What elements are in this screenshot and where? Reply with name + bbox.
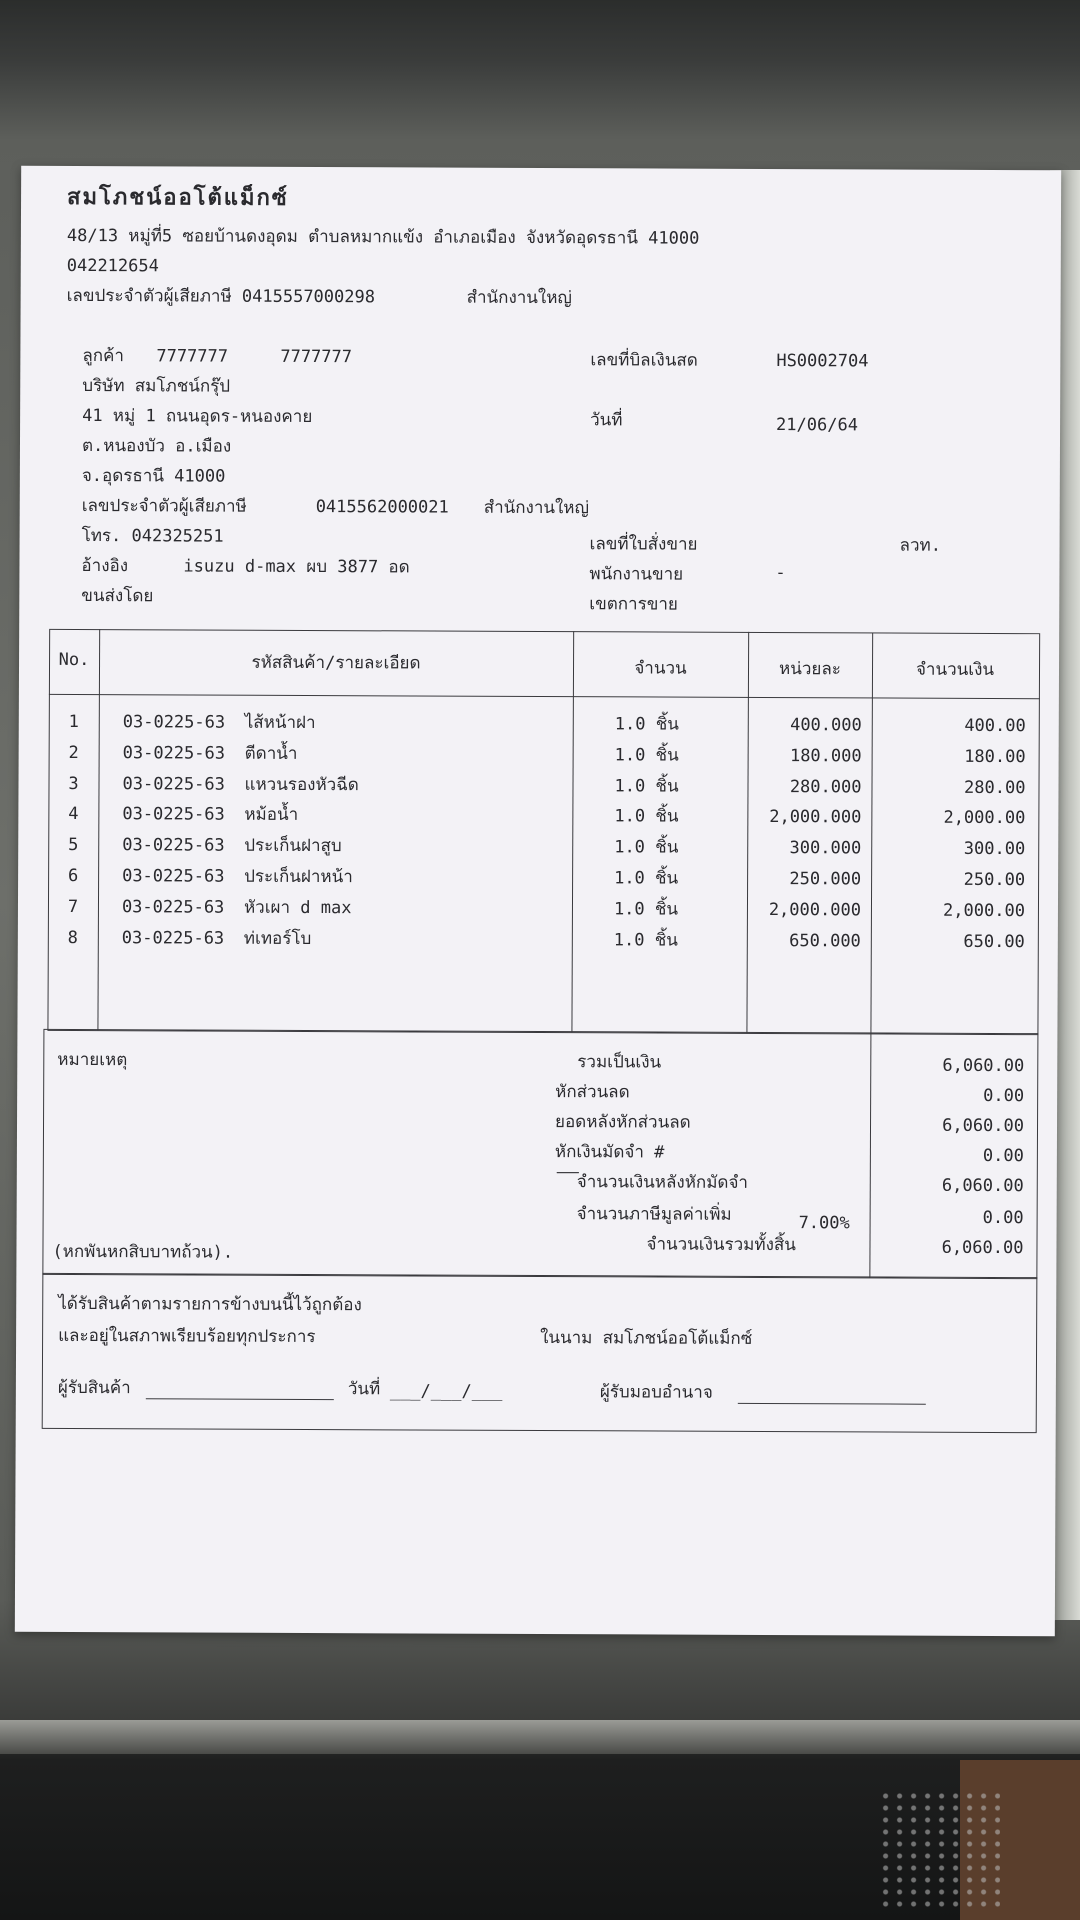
company-name: สมโภชน์ออโต้แม็กซ์ — [67, 184, 289, 211]
column-header-amount: จำนวนเงิน — [915, 659, 995, 680]
row-unit-price: 180.000 — [789, 746, 862, 767]
summary-value: 6,060.00 — [941, 1237, 1024, 1259]
product-code: 03-0225-63 — [122, 835, 225, 856]
row-number: 7 — [67, 896, 79, 917]
reference-label: อ้างอิง — [81, 556, 129, 577]
background-pattern — [880, 1790, 1000, 1910]
reference-value: isuzu d-max ผบ 3877 อด — [183, 556, 410, 578]
company-tax-id: เลขประจำตัวผู้เสียภาษี 0415557000298 — [66, 285, 376, 308]
bill-number-label: เลขที่บิลเงินสด — [590, 350, 698, 371]
customer-address-line: 41 หมู่ 1 ถนนอุดร-หนองคาย — [82, 406, 313, 428]
receive-date-label: วันที่ — [347, 1379, 381, 1400]
product-code: 03-0225-63 — [122, 774, 225, 795]
company-phone: 042212654 — [66, 255, 159, 277]
product-code: 03-0225-63 — [122, 804, 225, 825]
row-quantity: 1.0 ชิ้น — [614, 745, 679, 766]
company-address: 48/13 หมู่ที่5 ซอยบ้านดงอุดม ตำบลหมากแข้ง อำเภอเมือง จังหวัดอุดรธานี 41000 — [66, 225, 700, 249]
customer-branch: สำนักงานใหญ่ — [483, 497, 590, 519]
receiver-label: ผู้รับสินค้า — [57, 1377, 131, 1399]
summary-label: ยอดหลังหักส่วนลด — [554, 1112, 691, 1133]
summary-value: 6,060.00 — [942, 1115, 1025, 1137]
frame-bottom — [0, 1720, 1080, 1754]
summary-value: 6,060.00 — [942, 1055, 1025, 1077]
summary-value: 0.00 — [982, 1207, 1024, 1229]
row-quantity: 1.0 ชิ้น — [614, 868, 679, 889]
summary-value: 0.00 — [982, 1145, 1024, 1167]
product-description: ประเก็นฝาหน้า — [244, 866, 353, 888]
on-behalf-text: ในนาม สมโภชน์ออโต้แม็กซ์ — [540, 1328, 753, 1349]
product-description: ตีดาน้ำ — [244, 743, 298, 764]
row-number: 4 — [68, 803, 79, 824]
order-number-label: เลขที่ใบสั่งขาย — [589, 534, 698, 555]
customer-label: ลูกค้า — [82, 346, 125, 367]
summary-label: จำนวนเงินหลังหักมัดจำ — [576, 1172, 749, 1193]
product-description: แหวนรองหัวฉีด — [244, 774, 359, 796]
row-number: 3 — [68, 773, 79, 794]
column-header-unit-price: หน่วยละ — [779, 659, 841, 680]
row-quantity: 1.0 ชิ้น — [613, 930, 678, 951]
bill-date-label: วันที่ — [590, 410, 623, 431]
bill-date: 21/06/64 — [776, 415, 859, 436]
row-quantity: 1.0 ชิ้น — [614, 714, 679, 735]
row-unit-price: 400.000 — [790, 715, 862, 736]
customer-phone: โทร. 042325251 — [81, 526, 224, 547]
customer-code: 7777777 — [156, 346, 229, 367]
summary-label: หักส่วนลด — [555, 1082, 630, 1103]
product-description: หัวเผา d max — [243, 897, 352, 919]
row-quantity: 1.0 ชิ้น — [614, 837, 679, 858]
row-amount: 250.00 — [963, 869, 1026, 891]
row-amount: 2,000.00 — [943, 900, 1026, 922]
remarks-label: หมายเหตุ — [57, 1049, 128, 1071]
column-header-no: No. — [58, 649, 90, 671]
row-unit-price: 2,000.000 — [769, 807, 862, 828]
row-amount: 650.00 — [963, 931, 1025, 953]
row-quantity: 1.0 ชิ้น — [614, 776, 679, 797]
customer-address-line: จ.อุดรธานี 41000 — [81, 466, 226, 487]
order-number: ลวท. — [899, 535, 942, 556]
row-unit-price: 280.000 — [789, 777, 862, 798]
receipt-paper — [15, 166, 1061, 1637]
customer-address-line: ต.หนองบัว อ.เมือง — [81, 436, 232, 457]
summary-label: จำนวนเงินรวมทั้งสิ้น — [646, 1234, 796, 1256]
row-unit-price: 650.000 — [789, 931, 861, 952]
shipping-label: ขนส่งโดย — [81, 586, 154, 607]
column-header-quantity: จำนวน — [634, 658, 687, 679]
row-quantity: 1.0 ชิ้น — [614, 806, 679, 827]
product-code: 03-0225-63 — [122, 712, 226, 733]
company-branch: สำนักงานใหญ่ — [466, 287, 572, 309]
product-description: ไส้หน้าฝา — [244, 712, 316, 734]
row-number: 1 — [68, 711, 79, 732]
row-unit-price: 250.000 — [789, 869, 862, 890]
row-amount: 180.00 — [964, 746, 1026, 768]
acknowledgement-text-2: และอยู่ในสภาพเรียบร้อยทุกประการ — [58, 1325, 316, 1348]
row-amount: 300.00 — [963, 838, 1026, 860]
sales-area-label: เขตการขาย — [589, 594, 678, 615]
product-description: ประเก็นฝาสูบ — [244, 835, 342, 857]
product-description: หม้อน้ำ — [244, 804, 299, 825]
amount-in-words: (หกพันหกสิบบาทถ้วน). — [52, 1241, 234, 1263]
summary-label: จำนวนภาษีมูลค่าเพิ่ม — [576, 1204, 732, 1225]
authorized-person-label: ผู้รับมอบอำนาจ — [599, 1382, 713, 1403]
row-unit-price: 300.000 — [789, 838, 862, 859]
row-unit-price: 2,000.000 — [768, 900, 862, 921]
salesperson-label: พนักงานขาย — [589, 564, 684, 585]
row-amount: 2,000.00 — [943, 807, 1026, 829]
items-table — [47, 629, 1040, 1035]
customer-code-secondary: 7777777 — [280, 346, 353, 368]
row-number: 8 — [67, 927, 79, 948]
product-code: 03-0225-63 — [122, 743, 226, 764]
product-description: ท่เทอร์โบ — [243, 928, 312, 950]
column-header-description: รหัสสินค้า/รายละเอียด — [251, 652, 421, 674]
product-code: 03-0225-63 — [121, 897, 225, 918]
summary-label: รวมเป็นเงิน — [577, 1052, 662, 1073]
row-number: 5 — [68, 834, 79, 855]
summary-label: หักเงินมัดจำ # — [554, 1142, 665, 1163]
product-code: 03-0225-63 — [122, 866, 225, 887]
customer-tax-id: 0415562000021 — [315, 497, 449, 518]
customer-name: บริษัท สมโภชน์กรุ๊ป — [82, 376, 231, 397]
bill-number: HS0002704 — [776, 351, 869, 372]
product-code: 03-0225-63 — [121, 928, 225, 949]
vat-rate: 7.00% — [798, 1213, 850, 1234]
receive-date-blank: ___/___/___ — [389, 1381, 503, 1402]
row-amount: 400.00 — [964, 715, 1026, 737]
salesperson: - — [775, 563, 786, 584]
summary-value: 0.00 — [983, 1085, 1025, 1107]
row-number: 6 — [67, 865, 79, 886]
row-amount: 280.00 — [964, 777, 1026, 799]
row-quantity: 1.0 ชิ้น — [613, 899, 679, 920]
summary-value: 6,060.00 — [941, 1175, 1024, 1197]
customer-tax-label: เลขประจำตัวผู้เสียภาษี — [81, 496, 247, 517]
row-number: 2 — [68, 742, 79, 763]
acknowledgement-text: ได้รับสินค้าตามรายการข้างบนนี้ไว้ถูกต้อง — [58, 1293, 362, 1316]
